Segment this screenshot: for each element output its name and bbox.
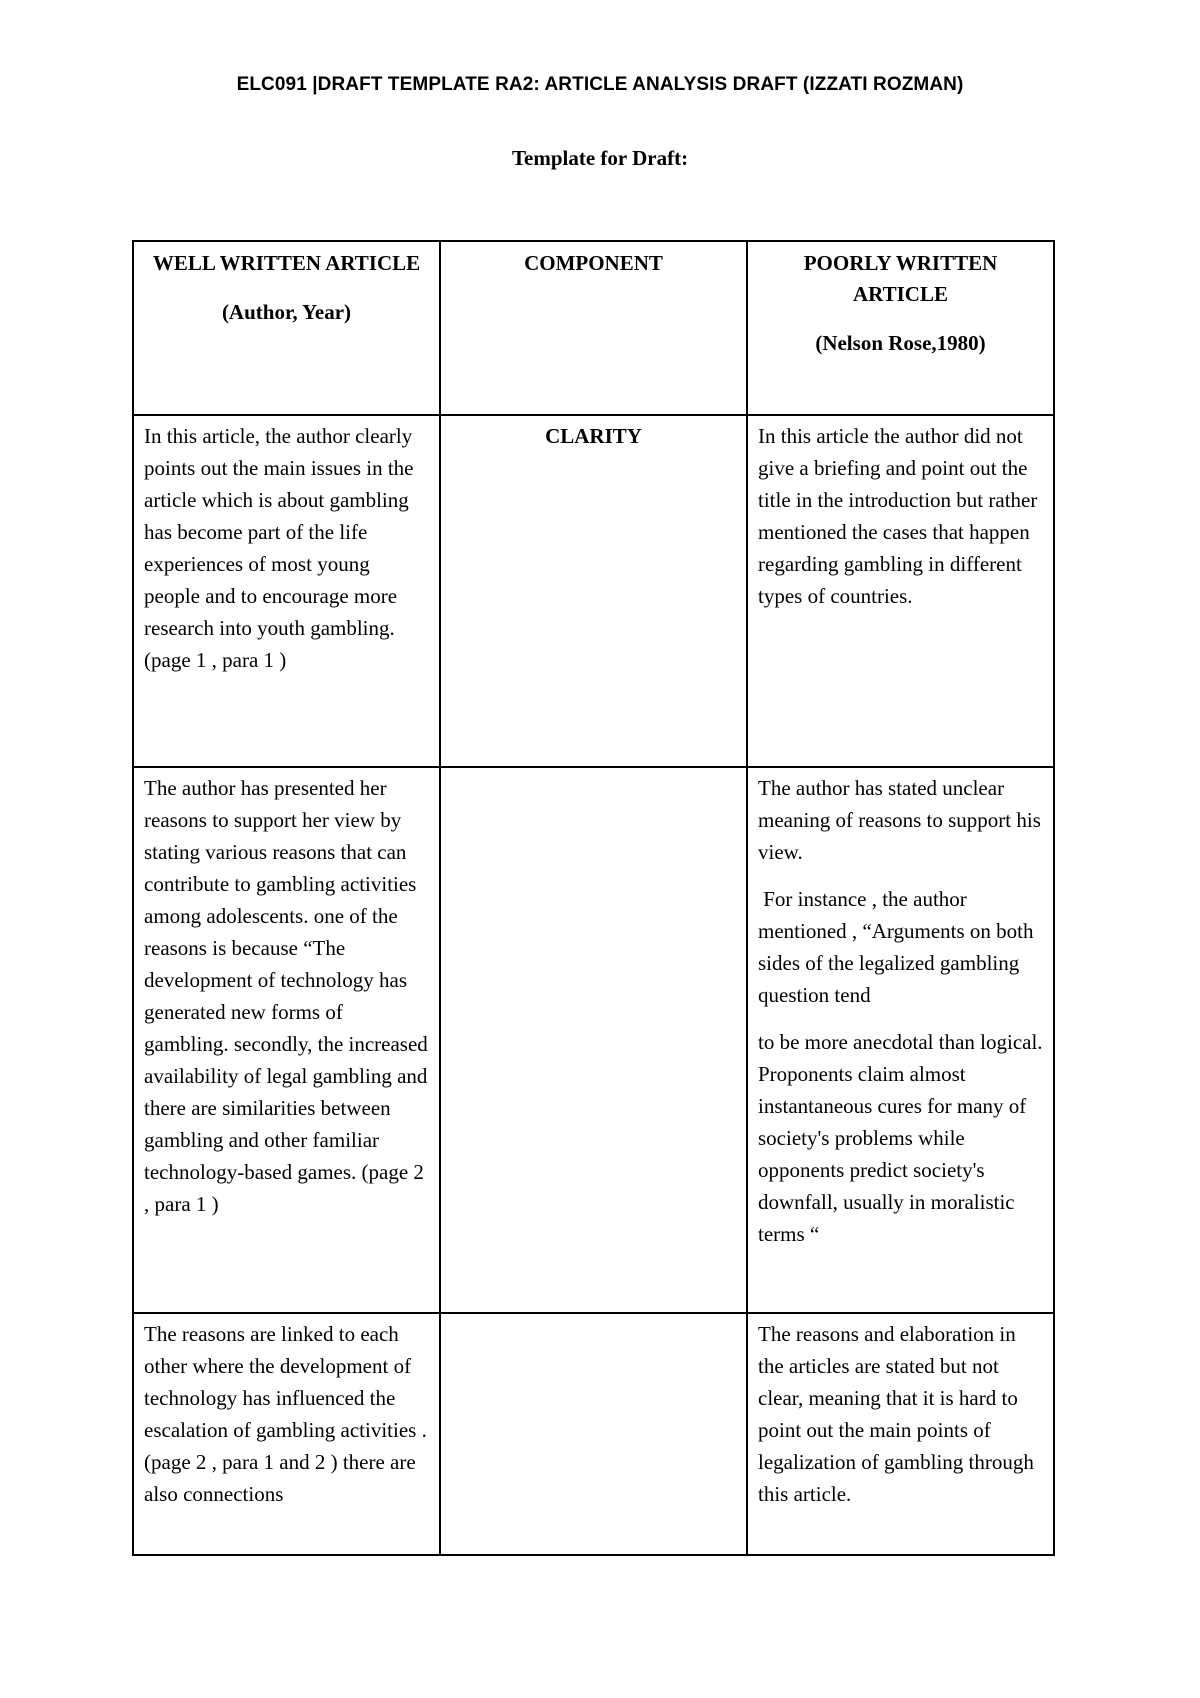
column-citation: (Author, Year) bbox=[221, 300, 352, 324]
table-row bbox=[133, 767, 1054, 1313]
well-written-cell bbox=[133, 415, 440, 767]
cell-text: to be more anecdotal than logical. Proponents claim almost instantaneous cures for many of society's problems while opponents predict society's downfall, usually in moralistic terms “ bbox=[758, 1030, 1043, 1246]
cell-text: For instance , the author mentioned , “Arguments on both sides of the legalized gambling question tend bbox=[758, 887, 1039, 1007]
draft-table bbox=[132, 240, 1055, 1556]
cell-text: The reasons are linked to each other where the development of technology has influenced the escalation of gambling activities . (page 2 , para 1 and 2 ) there are also connections bbox=[144, 1322, 427, 1506]
component-cell bbox=[440, 767, 747, 1313]
well-written-cell bbox=[133, 1313, 440, 1555]
component-cell bbox=[440, 415, 747, 767]
page-subtitle: Template for Draft: bbox=[511, 146, 689, 170]
cell-text: The author has presented her reasons to support her view by stating various reasons that can contribute to gambling activities among adolescents. one of the reasons is because “The development of technology has generated new forms of gambling. secondly, the increased availability of legal gambling and there are similarities between gambling and other familiar technology-based games. (page 2 , para 1 ) bbox=[144, 776, 428, 1216]
poorly-written-cell bbox=[747, 415, 1054, 767]
column-title: COMPONENT bbox=[524, 251, 663, 275]
poorly-written-cell bbox=[747, 1313, 1054, 1555]
well-written-cell bbox=[133, 767, 440, 1313]
cell-text: The author has stated unclear meaning of reasons to support his view. bbox=[758, 776, 1041, 864]
column-header-component bbox=[440, 241, 747, 415]
table-header-row bbox=[133, 241, 1054, 415]
column-header-well-written bbox=[133, 241, 440, 415]
component-cell bbox=[440, 1313, 747, 1555]
page-header: ELC091 |DRAFT TEMPLATE RA2: ARTICLE ANALYSIS DRAFT (IZZATI ROZMAN) bbox=[236, 74, 964, 95]
table-row bbox=[133, 415, 1054, 767]
cell-text: In this article the author did not give a briefing and point out the title in the introduction but rather mentioned the cases that happen regarding gambling in different types of countries. bbox=[758, 424, 1038, 608]
table-row bbox=[133, 1313, 1054, 1555]
column-header-poorly-written bbox=[747, 241, 1054, 415]
column-citation: (Nelson Rose,1980) bbox=[815, 331, 986, 355]
column-title: POORLY WRITTEN ARTICLE bbox=[803, 251, 998, 306]
poorly-written-cell bbox=[747, 767, 1054, 1313]
column-title: WELL WRITTEN ARTICLE bbox=[152, 251, 421, 275]
cell-text: In this article, the author clearly points out the main issues in the article which is about gambling has become part of the life experiences of most young people and to encourage more research into youth gambling. (page 1 , para 1 ) bbox=[144, 424, 414, 672]
cell-text: The reasons and elaboration in the articles are stated but not clear, meaning that it is hard to point out the main points of legalization of gambling through this article. bbox=[758, 1322, 1034, 1506]
component-label: CLARITY bbox=[545, 424, 642, 448]
